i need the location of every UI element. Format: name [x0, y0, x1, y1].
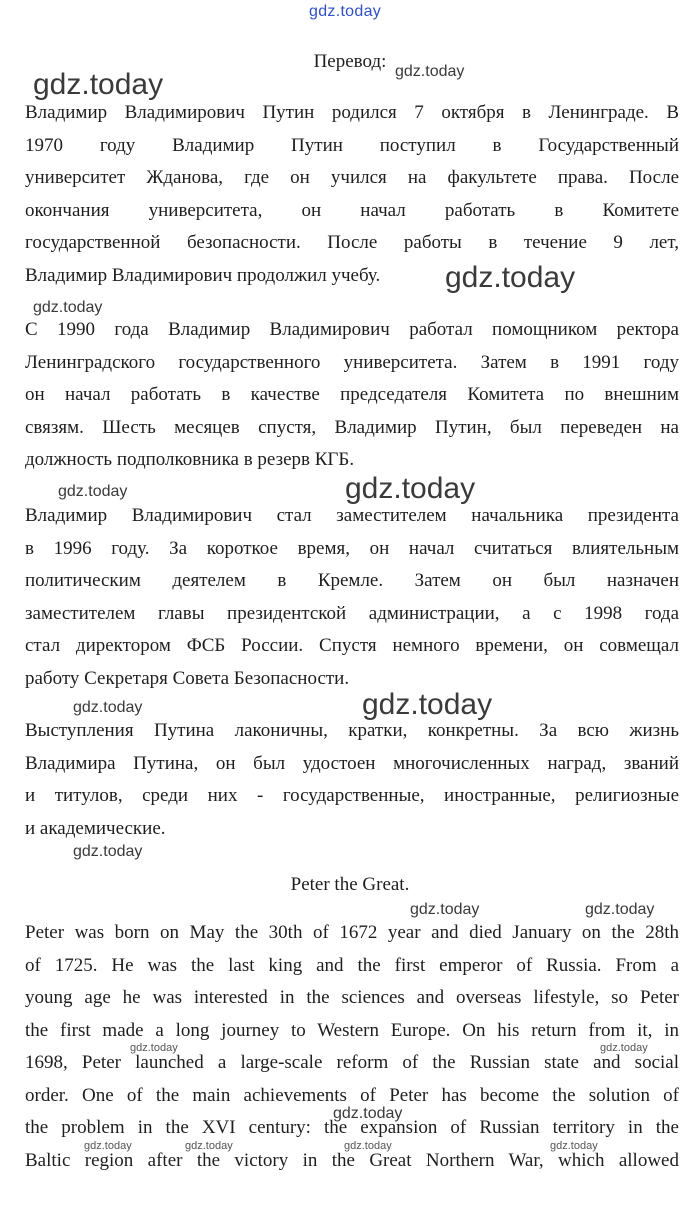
watermark: gdz.today [410, 901, 480, 918]
text-line: окончания университета, он начал работать в Комитете [25, 199, 679, 221]
text-line: 1698, Peter launched a large-scale reform of the Russian state and social [25, 1052, 679, 1073]
text-line: Владимир Владимирович стал заместителем начальника президента [25, 505, 679, 526]
watermark: gdz.today [33, 299, 103, 316]
paragraph-ru-1 [25, 97, 679, 292]
watermark-top: gdz.today [309, 3, 382, 20]
watermark: gdz.today [58, 483, 128, 500]
text-line: Ленинградского государственного университета. Затем в 1991 году [25, 351, 679, 373]
text-line: и титулов, среди них - государственные, иностранные, религиозные [25, 785, 679, 806]
watermark: gdz.today [73, 843, 143, 860]
watermark: gdz.today [600, 1042, 648, 1054]
watermark: gdz.today [395, 63, 465, 80]
text-line: университет Жданова, где он учился на факультете права. После [25, 167, 679, 188]
text-line: Peter was born on May the 30th of 1672 year and died January on the 28th [25, 922, 679, 943]
watermark: gdz.today [84, 1140, 132, 1152]
text-line: order. One of the main achievements of Peter has become the solution of [25, 1084, 679, 1106]
text-line: должность подполковника в резерв КГБ. [25, 449, 355, 470]
text-line: the problem in the XVI century: the expansion of Russian territory in the [25, 1117, 679, 1138]
text-line: Владимир Владимирович Путин родился 7 октября в Ленинграде. В [25, 102, 679, 123]
watermark: gdz.today [345, 472, 476, 505]
paragraph-ru-4 [25, 715, 679, 845]
text-line: государственной безопасности. После работы в течение 9 лет, [25, 232, 679, 253]
watermark: gdz.today [73, 699, 143, 716]
text-line: С 1990 года Владимир Владимирович работал помощником ректора [25, 319, 679, 340]
text-line: Владимира Путина, он был удостоен многочисленных наград, званий [25, 752, 679, 774]
watermark: gdz.today [362, 688, 493, 721]
text-line: работу Секретаря Совета Безопасности. [25, 667, 350, 689]
text-line: в 1996 году. За короткое время, он начал считаться влиятельным [25, 537, 679, 559]
text-line: политическим деятелем в Кремле. Затем он был назначен [25, 570, 679, 591]
paragraph-ru-3 [25, 500, 679, 695]
text-line: он начал работать в качестве председателя Комитета по внешним [25, 384, 679, 405]
text-line: связям. Шесть месяцев спустя, Владимир Путин, был переведен на [25, 416, 679, 438]
watermark: gdz.today [344, 1140, 392, 1152]
en-heading: Peter the Great. [290, 874, 410, 895]
text-line: young age he was interested in the sciences and overseas lifestyle, so Peter [25, 987, 679, 1008]
watermark: gdz.today [33, 68, 164, 101]
translation-heading: Перевод: [313, 51, 387, 72]
watermark: gdz.today [333, 1105, 403, 1122]
paragraph-ru-2 [25, 314, 679, 477]
text-line: of 1725. He was the last king and the first emperor of Russia. From a [25, 954, 679, 976]
watermark: gdz.today [185, 1140, 233, 1152]
text-line: и академические. [25, 817, 166, 839]
watermark: gdz.today [130, 1042, 178, 1054]
watermark: gdz.today [550, 1140, 598, 1152]
watermark: gdz.today [585, 901, 655, 918]
text-line: 1970 году Владимир Путин поступил в Государственный [25, 134, 679, 156]
text-line: Владимир Владимирович продолжил учебу. [25, 264, 381, 286]
text-line: стал директором ФСБ России. Спустя немного времени, он совмещал [25, 635, 679, 656]
text-line: Baltic region after the victory in the Great Northern War, which allowed [25, 1149, 679, 1171]
text-line: the first made a long journey to Western Europe. On his return from it, in [25, 1019, 679, 1041]
paragraph-en [25, 917, 679, 1177]
text-line: Выступления Путина лаконичны, кратки, конкретны. За всю жизнь [25, 720, 679, 741]
text-line: заместителем главы президентской администрации, а с 1998 года [25, 602, 679, 624]
watermark: gdz.today [445, 261, 576, 294]
